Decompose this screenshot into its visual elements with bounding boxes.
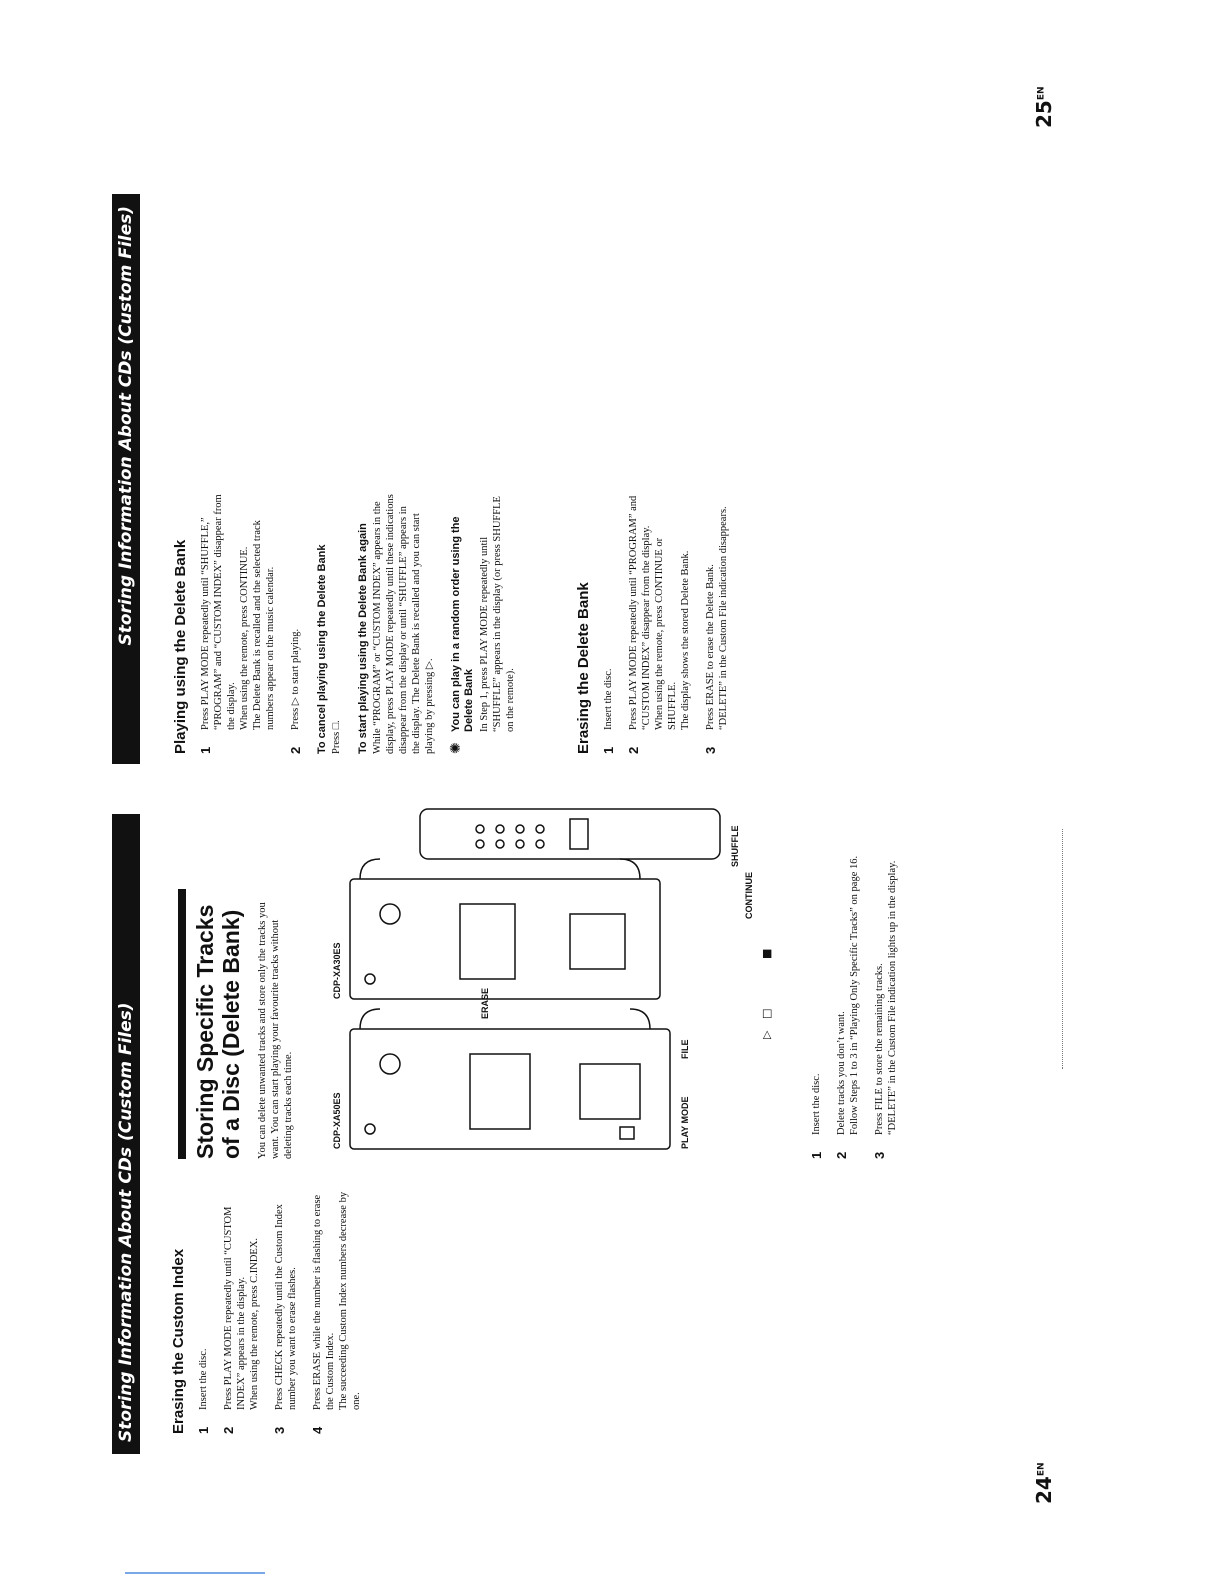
step-text [835, 856, 861, 1135]
title-rule [178, 889, 186, 1159]
step-item [627, 494, 692, 754]
delete-bank-steps [810, 799, 911, 1159]
section-erase-delete-bank [575, 494, 742, 754]
step-line: Press PLAY MODE repeatedly until “SHUFFLE,” “PROGRAM” and “CUSTOM INDEX” disappear from the display. [200, 494, 237, 730]
step-number: 1 [196, 1426, 211, 1434]
step-item [873, 799, 899, 1159]
section-play-delete-bank [172, 494, 523, 754]
delete-bank-title-block [178, 889, 295, 1159]
step-line: The Delete Bank is recalled and the selected track numbers appear on the music calendar. [252, 520, 276, 730]
step-line: “DELETE” in the Custom File indication lights up in the display. [887, 860, 898, 1135]
step-text [199, 494, 277, 730]
step-number: 2 [221, 1426, 236, 1434]
step-number: 1 [601, 746, 616, 754]
remote-commander [420, 809, 720, 859]
step-item [810, 799, 823, 1159]
section-heading: Erasing the Custom Index [170, 1248, 187, 1434]
step-text [627, 494, 692, 730]
step-text [273, 1184, 299, 1410]
step-line: Delete tracks you don’t want. [836, 1011, 847, 1135]
step-line: When using the remote, press C.INDEX. [249, 1237, 260, 1410]
page-number-right [1032, 86, 1056, 128]
step-line: When using the remote, press CONTINUE or SHUFFLE. [654, 537, 678, 730]
cdp-xa30es-front-panel [350, 859, 660, 999]
continue-label: CONTINUE [744, 872, 754, 919]
step-number: 2 [288, 746, 303, 754]
cdp-xa50es-front-panel [350, 1009, 670, 1149]
section-heading: Playing using the Delete Bank [172, 539, 189, 754]
step-line: Press PLAY MODE repeatedly until “CUSTOM INDEX” appears in the display. [223, 1206, 247, 1410]
device-illustration [320, 799, 800, 1159]
again-subheading: To start playing using the Delete Bank again [357, 523, 369, 754]
shuffle-label: SHUFFLE [730, 825, 740, 867]
step-line: Press ▷ to start playing. [290, 628, 301, 730]
step-text [704, 506, 730, 730]
step-number: 3 [872, 1151, 887, 1159]
section-erase-custom-index [170, 1184, 375, 1434]
stop-remote-icon: ■ [760, 948, 773, 959]
page-number-suffix: EN [1036, 1462, 1047, 1477]
tip-heading: You can play in a random order using the Delete Bank [450, 516, 475, 732]
step-item [311, 1184, 363, 1434]
cancel-subheading: To cancel playing using the Delete Bank [316, 544, 328, 754]
step-line: The display shows the stored Delete Bank. [680, 550, 691, 730]
step-item [199, 494, 277, 754]
tip-icon: ✺ [449, 742, 464, 754]
step-item [273, 1184, 299, 1434]
erase-label: ERASE [480, 987, 490, 1019]
step-item [289, 494, 302, 754]
step-number: 3 [272, 1426, 287, 1434]
step-line: Insert the disc. [603, 668, 614, 730]
tip-text: In Step 1, press PLAY MODE repeatedly until “SHUFFLE” appears in the display (or press SHUFFLE on the remote). [479, 496, 516, 732]
step-text [873, 861, 899, 1135]
dotted-divider [1062, 829, 1063, 1069]
step-number: 3 [703, 746, 718, 754]
intro-paragraph: You can delete unwanted tracks and store only the tracks you want. You can start playing your favourite tracks without deleting tracks each time. [257, 902, 294, 1159]
step-line: Insert the disc. [198, 1348, 209, 1410]
step-line: Press ERASE to erase the Delete Bank. [705, 564, 716, 730]
file-label: FILE [680, 1039, 690, 1059]
step-item [602, 494, 615, 754]
step-line: Insert the disc. [811, 1073, 822, 1135]
page-number-suffix: EN [1036, 86, 1047, 101]
step-line: Press CHECK repeatedly until the Custom Index number you want to erase flashes. [274, 1204, 298, 1410]
tip-box [450, 494, 523, 754]
step-line: Press FILE to store the remaining tracks. [874, 963, 885, 1135]
step-number: 2 [834, 1151, 849, 1159]
step-line: The succeeding Custom Index numbers decrease by one. [338, 1191, 362, 1410]
again-text: While “PROGRAM” or “CUSTOM INDEX” appears in the display, press PLAY MODE repeatedly until these indications disappear from the display or until “SHUFFLE” appears in the display. The Delete Bank is recalled and you can start playing by pressing ▷. [372, 494, 435, 754]
margin-blue-rule [125, 1572, 265, 1574]
step-text [602, 668, 615, 730]
step-text [810, 1073, 823, 1135]
page-number-value: 25 [1032, 100, 1056, 128]
step-line: Press PLAY MODE repeatedly until “PROGRAM” and “CUSTOM INDEX” disappear from the display. [628, 495, 652, 730]
tip-body [450, 494, 523, 732]
model-label-xa30es: CDP-XA30ES [332, 942, 342, 999]
step-text [222, 1184, 261, 1410]
page-title: Storing Specific Tracks of a Disc (Delete Bank) [192, 904, 244, 1159]
stop-icon: □ [760, 1008, 773, 1019]
cancel-text: Press □. [331, 720, 342, 754]
step-number: 4 [310, 1426, 325, 1434]
step-line: “DELETE” in the Custom File indication disappears. [718, 506, 729, 730]
device-figures [320, 799, 800, 1159]
page-number-left [1032, 1462, 1056, 1504]
step-line: Press ERASE while the number is flashing to erase the Custom Index. [312, 1194, 336, 1410]
step-number: 2 [626, 746, 641, 754]
play-mode-label: PLAY MODE [680, 1096, 690, 1149]
page-number-value: 24 [1032, 1476, 1056, 1504]
step-number: 1 [809, 1151, 824, 1159]
step-line: When using the remote, press CONTINUE. [239, 546, 250, 730]
step-item [222, 1184, 261, 1434]
step-text [289, 629, 302, 730]
step-text [311, 1184, 363, 1410]
header-bar-right: Storing Information About CDs (Custom Files) [112, 194, 140, 764]
section-heading: Erasing the Delete Bank [575, 582, 592, 754]
header-bar-left: Storing Information About CDs (Custom Files) [112, 814, 140, 1454]
step-line: Follow Steps 1 to 3 in “Playing Only Specific Tracks” on page 16. [849, 855, 860, 1135]
step-item [704, 494, 730, 754]
step-item [835, 799, 861, 1159]
step-number: 1 [198, 746, 213, 754]
step-text [197, 1348, 210, 1410]
play-icon: ▷ [760, 1030, 773, 1039]
step-item [197, 1184, 210, 1434]
model-label-xa50es: CDP-XA50ES [332, 1092, 342, 1149]
